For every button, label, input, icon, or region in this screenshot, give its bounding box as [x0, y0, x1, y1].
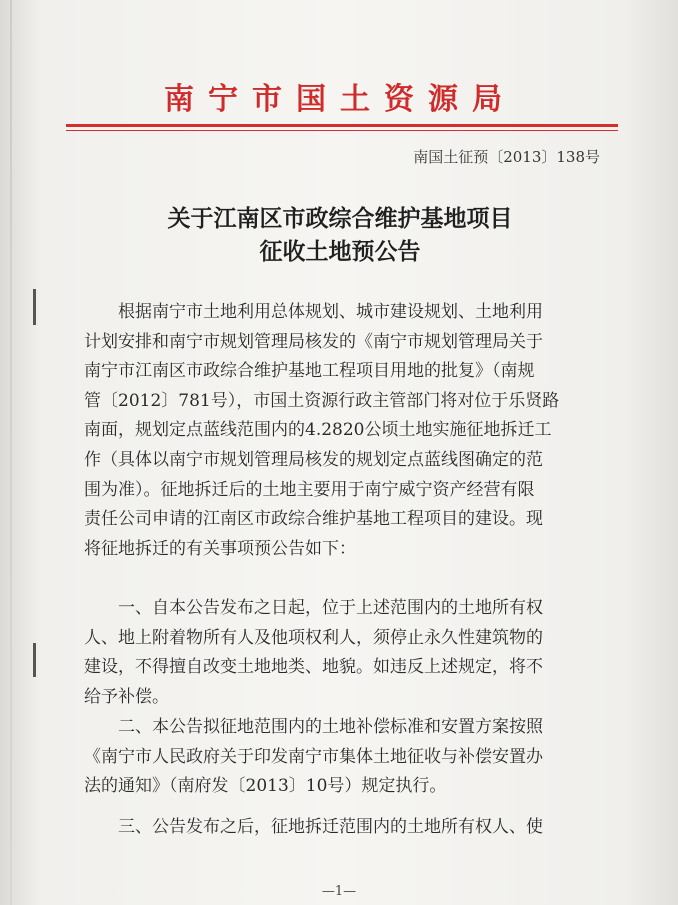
document-number: 南国土征预〔2013〕138号 [413, 148, 600, 166]
text-line: 南宁市江南区市政综合维护基地工程项目用地的批复》（南规 [84, 361, 535, 382]
title-line-2: 征收土地预公告 [259, 238, 421, 265]
text-line: 作（具体以南宁市规划管理局核发的规划定点蓝线图确定的范 [84, 449, 543, 470]
paragraph-item-3 [84, 813, 614, 843]
text-line: 计划安排和南宁市规划管理局核发的《南宁市规划管理局关于 [84, 331, 543, 352]
text-line: 一、自本公告发布之日起，位于上述范围内的土地所有权 [118, 598, 543, 618]
binding-mark-bottom [33, 643, 36, 677]
letterhead-red-rule-thick [66, 124, 618, 127]
title-line-1: 关于江南区市政综合维护基地项目 [167, 205, 513, 232]
page-number: —1— [321, 884, 357, 899]
text-line: 管〔2012〕781号），市国土资源行政主管部门将对位于乐贤路 [84, 390, 560, 411]
text-line: 给予补偿。 [84, 686, 169, 707]
text-line: 《南宁市人民政府关于印发南宁市集体土地征收与补偿安置办 [84, 746, 543, 767]
text-line: 围为准）。征地拆迁后的土地主要用于南宁威宁资产经营有限 [84, 479, 535, 500]
text-line: 将征地拆迁的有关事项预公告如下： [84, 538, 356, 559]
text-line: 二、本公告拟征地范围内的土地补偿标准和安置方案按照 [118, 717, 543, 737]
text-line: 责任公司申请的江南区市政综合维护基地工程项目的建设。现 [84, 509, 543, 530]
text-line: 根据南宁市土地利用总体规划、城市建设规划、土地利用 [118, 302, 543, 322]
paragraph-item-2 [84, 713, 614, 802]
letterhead-org-name: 南宁市国土资源局 [164, 82, 516, 117]
text-line: 三、公告发布之后，征地拆迁范围内的土地所有权人、使 [118, 817, 543, 837]
text-line: 建设，不得擅自改变土地地类、地貌。如违反上述规定，将不 [84, 657, 543, 678]
letterhead-red-rule-thin [66, 130, 618, 131]
text-line: 法的通知》（南府发〔2013〕10号）规定执行。 [84, 776, 447, 797]
text-line: 人、地上附着物所有人及他项权利人，须停止永久性建筑物的 [84, 627, 543, 648]
binding-mark-top [33, 289, 36, 325]
paragraph-intro [84, 298, 614, 564]
paragraph-item-1 [84, 594, 614, 712]
paper-fold-shadow [10, 0, 12, 905]
text-line: 南面，规划定点蓝线范围内的4.2820公顷土地实施征地拆迁工 [84, 420, 552, 441]
